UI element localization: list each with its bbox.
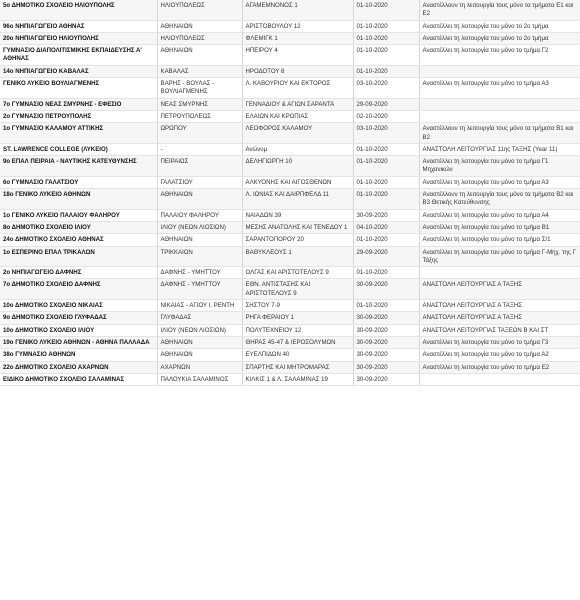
table-row [0, 246, 580, 267]
status-note-cell: ΑΝΑΣΤΟΛΗ ΛΕΙΤΟΥΡΓΙΑΣ Α ΤΑΞΗΣ [419, 312, 580, 324]
status-note-cell: Αναστέλλει τη λειτουργία του μόνο το 2ο τμήμα [419, 20, 580, 32]
status-note-cell: ΑΝΑΣΤΟΛΗ ΛΕΙΤΟΥΡΓΙΑΣ Α ΤΑΞΗΣ [419, 300, 580, 312]
table-row [0, 361, 580, 373]
address-cell: ΑΓΑΜΕΜΝΟΝΟΣ 1 [242, 0, 353, 20]
school-name-cell: 6ο ΓΥΜΝΑΣΙΟ ΓΑΛΑΤΣΙΟΥ [0, 176, 157, 188]
date-cell: 01-10-2020 [353, 234, 419, 246]
address-cell: ΔΕΛΗΓΙΩΡΓΗ 10 [242, 156, 353, 177]
status-note-cell: Αναστέλλει τη λειτουργία του μόνο το τμήμα Ε2 [419, 361, 580, 373]
status-note-cell: Αναστέλλει τη λειτουργία του μόνο το 2ο τμήμα [419, 32, 580, 44]
address-cell: ΚΙΛΚΙΣ 1 & Λ. ΣΑΛΑΜΙΝΑΣ 19 [242, 373, 353, 385]
table-row [0, 143, 580, 155]
municipality-cell: ΑΘΗΝΑΙΩΝ [157, 45, 242, 66]
school-name-cell: 18ο ΓΕΝΙΚΟ ΛΥΚΕΙΟ ΑΘΗΝΩΝ [0, 189, 157, 210]
status-note-cell [419, 110, 580, 122]
municipality-cell: ΙΛΙΟΥ (ΝΕΩΝ ΛΙΟΣΙΩΝ) [157, 221, 242, 233]
status-note-cell: Αναστέλλει τη λειτουργία του μόνο το τμήμα Α3 [419, 176, 580, 188]
date-cell: 29-09-2020 [353, 98, 419, 110]
municipality-cell: ΓΛΥΦΑΔΑΣ [157, 312, 242, 324]
status-note-cell: Αναστέλλουν τη λειτουργία τους μόνο τα τμήματα Β1 και Β2 [419, 123, 580, 144]
school-name-cell: 2ο ΝΗΠΙΑΓΩΓΕΙΟ ΔΑΦΝΗΣ [0, 267, 157, 279]
school-name-cell: 7ο ΔΗΜΟΤΙΚΟ ΣΧΟΛΕΙΟ ΔΑΦΝΗΣ [0, 279, 157, 300]
municipality-cell: ΙΛΙΟΥ (ΝΕΩΝ ΛΙΟΣΙΩΝ) [157, 324, 242, 336]
address-cell: ΣΠΑΡΤΗΣ ΚΑΙ ΜΗΤΡΟΜΑΡΑΣ [242, 361, 353, 373]
status-note-cell: ΑΝΑΣΤΟΛΗ ΛΕΙΤΟΥΡΓΙΑΣ 11ης ΤΑΞΗΣ (Year 11) [419, 143, 580, 155]
status-note-cell: Αναστέλλει τη λειτουργία του μόνο το τμήμα Γ3 [419, 336, 580, 348]
address-cell: ΓΕΝΝΑΔΙΟΥ & ΑΓΙΩΝ ΣΑΡΑΝΤΑ [242, 98, 353, 110]
municipality-cell: ΔΑΦΝΗΣ - ΥΜΗΤΤΟΥ [157, 279, 242, 300]
school-name-cell: 2ο ΓΥΜΝΑΣΙΟ ΠΕΤΡΟΥΠΟΛΗΣ [0, 110, 157, 122]
address-cell: ΡΗΓΑ ΦΕΡΑΙΟΥ 1 [242, 312, 353, 324]
municipality-cell: ΩΡΩΠΟΥ [157, 123, 242, 144]
date-cell: 01-10-2020 [353, 176, 419, 188]
date-cell: 04-10-2020 [353, 221, 419, 233]
date-cell: 01-10-2020 [353, 156, 419, 177]
date-cell: 03-10-2020 [353, 123, 419, 144]
school-name-cell: ΕΙΔΙΚΟ ΔΗΜΟΤΙΚΟ ΣΧΟΛΕΙΟ ΣΑΛΑΜΙΝΑΣ [0, 373, 157, 385]
address-cell: ΛΕΟΦΟΡΟΣ ΚΑΛΑΜΟΥ [242, 123, 353, 144]
municipality-cell: ΝΙΚΑΙΑΣ - ΑΓΙΟΥ Ι. ΡΕΝΤΗ [157, 300, 242, 312]
municipality-cell: - [157, 143, 242, 155]
status-note-cell [419, 267, 580, 279]
address-cell: ΑΡΙΣΤΟΒΟΥΛΟΥ 12 [242, 20, 353, 32]
school-name-cell: 22ο ΔΗΜΟΤΙΚΟ ΣΧΟΛΕΙΟ ΑΧΑΡΝΩΝ [0, 361, 157, 373]
address-cell: Λ. ΚΑΒΟΥΡΙΟΥ ΚΑΙ ΕΚΤΟΡΟΣ [242, 78, 353, 99]
municipality-cell: ΠΕΙΡΑΙΩΣ [157, 156, 242, 177]
address-cell: ΟΛΓΑΣ ΚΑΙ ΑΡΙΣΤΟΤΕΛΟΥΣ 9 [242, 267, 353, 279]
table-row [0, 336, 580, 348]
table-row [0, 209, 580, 221]
table-row [0, 373, 580, 385]
municipality-cell: ΑΘΗΝΑΙΩΝ [157, 234, 242, 246]
status-note-cell [419, 373, 580, 385]
municipality-cell: ΤΡΙΚΚΑΙΩΝ [157, 246, 242, 267]
municipality-cell: ΓΑΛΑΤΣΙΟΥ [157, 176, 242, 188]
status-note-cell: Αναστέλλει τη λειτουργία του μόνο το τμήμα Γ1 Μηχανικών [419, 156, 580, 177]
date-cell: 30-09-2020 [353, 349, 419, 361]
school-name-cell: 8ο ΔΗΜΟΤΙΚΟ ΣΧΟΛΕΙΟ ΙΛΙΟΥ [0, 221, 157, 233]
municipality-cell: ΠΕΤΡΟΥΠΟΛΕΩΣ [157, 110, 242, 122]
address-cell: ΒΑΘΥΚΛΕΟΥΣ 1 [242, 246, 353, 267]
municipality-cell: ΑΘΗΝΑΙΩΝ [157, 336, 242, 348]
status-note-cell: Αναστέλλει τη λειτουργία του μόνο το τμήμα Σ/1 [419, 234, 580, 246]
school-name-cell: ST. LAWRENCE COLLEGE (ΛΥΚΕΙΟ) [0, 143, 157, 155]
date-cell: 03-10-2020 [353, 78, 419, 99]
address-cell: Ανώνυμ [242, 143, 353, 155]
status-note-cell: Αναστέλλουν τη λειτουργία τους μόνο τα τμήματα Ε1 και Ε2 [419, 0, 580, 20]
status-note-cell: Αναστέλλει τη λειτουργία του μόνο το τμήμα Α3 [419, 78, 580, 99]
address-cell: ΜΕΣΗΣ ΑΝΑΤΟΛΗΣ ΚΑΙ ΤΕΝΕΔΟΥ 1 [242, 221, 353, 233]
table-row [0, 349, 580, 361]
table-row [0, 65, 580, 77]
school-name-cell: ΓΥΜΝΑΣΙΟ ΔΙΑΠΟΛΙΤΙΣΜΙΚΗΣ ΕΚΠΑΙΔΕΥΣΗΣ Α' ΑΘΗΝΑΣ [0, 45, 157, 66]
table-row [0, 234, 580, 246]
school-name-cell: 1ο ΕΣΠΕΡΙΝΟ ΕΠΑΛ ΤΡΙΚΑΛΩΝ [0, 246, 157, 267]
date-cell: 01-10-2020 [353, 32, 419, 44]
table-row [0, 98, 580, 110]
municipality-cell: ΠΑΛΟΥΚΙΑ ΣΑΛΑΜΙΝΟΣ [157, 373, 242, 385]
address-cell: ΗΡΟΔΟΤΟΥ 8 [242, 65, 353, 77]
table-row [0, 300, 580, 312]
table-row [0, 312, 580, 324]
municipality-cell: ΔΑΦΝΗΣ - ΥΜΗΤΤΟΥ [157, 267, 242, 279]
school-name-cell: 9ο ΔΗΜΟΤΙΚΟ ΣΧΟΛΕΙΟ ΓΛΥΦΑΔΑΣ [0, 312, 157, 324]
address-cell: ΣΑΡΑΝΤΟΠΟΡΟΥ 20 [242, 234, 353, 246]
school-name-cell: 19ο ΓΕΝΙΚΟ ΛΥΚΕΙΟ ΑΘΗΝΩΝ - ΑΘΗΝΑ ΠΑΛΛΑΔΑ [0, 336, 157, 348]
date-cell: 30-09-2020 [353, 279, 419, 300]
date-cell: 01-10-2020 [353, 20, 419, 32]
school-name-cell: 38ο ΓΥΜΝΑΣΙΟ ΑΘΗΝΩΝ [0, 349, 157, 361]
table-row [0, 279, 580, 300]
status-note-cell: Αναστέλλει τη λειτουργία του μόνο το τμήμα Β1 [419, 221, 580, 233]
status-note-cell: Αναστέλλουν τη λειτουργία τους μόνο τα τμήματα Β2 και Β3 Θετικής Κατεύθυνσης [419, 189, 580, 210]
school-name-cell: 10ο ΔΗΜΟΤΙΚΟ ΣΧΟΛΕΙΟ ΙΛΙΟΥ [0, 324, 157, 336]
address-cell: ΑΛΚΥΟΝΗΣ ΚΑΙ ΑΙΓΟΣΘΕΝΩΝ [242, 176, 353, 188]
status-note-cell [419, 98, 580, 110]
municipality-cell: ΑΧΑΡΝΩΝ [157, 361, 242, 373]
date-cell: 01-10-2020 [353, 45, 419, 66]
school-name-cell: 1ο ΓΥΜΝΑΣΙΟ ΚΑΛΑΜΟΥ ΑΤΤΙΚΗΣ [0, 123, 157, 144]
status-note-cell [419, 65, 580, 77]
date-cell: 30-09-2020 [353, 312, 419, 324]
address-cell: ΗΠΕΙΡΟΥ 4 [242, 45, 353, 66]
municipality-cell: ΗΛΙΟΥΠΟΛΕΩΣ [157, 0, 242, 20]
table-row [0, 176, 580, 188]
table-row [0, 123, 580, 144]
date-cell: 29-09-2020 [353, 246, 419, 267]
table-row [0, 45, 580, 66]
table-row [0, 0, 580, 20]
table-row [0, 189, 580, 210]
school-name-cell: 5ο ΔΗΜΟΤΙΚΟ ΣΧΟΛΕΙΟ ΗΛΙΟΥΠΟΛΗΣ [0, 0, 157, 20]
address-cell: ΕΘΝ. ΑΝΤΙΣΤΑΣΗΣ ΚΑΙ ΑΡΙΣΤΟΤΕΛΟΥΣ 9 [242, 279, 353, 300]
school-name-cell: ΓΕΝΙΚΟ ΛΥΚΕΙΟ ΒΟΥΛΙΑΓΜΕΝΗΣ [0, 78, 157, 99]
address-cell: Λ. ΙΩΝΙΑΣ ΚΑΙ ΔΑΙΡΠΦΕΛΔ 11 [242, 189, 353, 210]
table-row [0, 32, 580, 44]
date-cell: 02-10-2020 [353, 110, 419, 122]
school-name-cell: 14ο ΝΗΠΙΑΓΩΓΕΙΟ ΚΑΒΑΛΑΣ [0, 65, 157, 77]
municipality-cell: ΚΑΒΑΛΑΣ [157, 65, 242, 77]
table-row [0, 110, 580, 122]
status-note-cell: ΑΝΑΣΤΟΛΗ ΛΕΙΤΟΥΡΓΙΑΣ Α ΤΑΞΗΣ [419, 279, 580, 300]
date-cell: 01-10-2020 [353, 65, 419, 77]
municipality-cell: ΒΑΡΗΣ - ΒΟΥΛΑΣ - ΒΟΥΛΙΑΓΜΕΝΗΣ [157, 78, 242, 99]
date-cell: 01-10-2020 [353, 0, 419, 20]
status-note-cell: Αναστέλλει τη λειτουργία του μόνο το τμήμα Α2 [419, 349, 580, 361]
table-row [0, 156, 580, 177]
municipality-cell: ΑΘΗΝΑΙΩΝ [157, 20, 242, 32]
date-cell: 01-10-2020 [353, 143, 419, 155]
date-cell: 30-09-2020 [353, 209, 419, 221]
table-row [0, 221, 580, 233]
address-cell: ΠΟΛΥΤΕΧΝΕΙΟΥ 12 [242, 324, 353, 336]
date-cell: 30-09-2020 [353, 324, 419, 336]
school-name-cell: 10ο ΔΗΜΟΤΙΚΟ ΣΧΟΛΕΙΟ ΝΙΚΑΙΑΣ [0, 300, 157, 312]
date-cell: 01-10-2020 [353, 267, 419, 279]
municipality-cell: ΑΘΗΝΑΙΩΝ [157, 349, 242, 361]
municipality-cell: ΗΛΙΟΥΠΟΛΕΩΣ [157, 32, 242, 44]
table-row [0, 324, 580, 336]
address-cell: ΣΗΣΤΟΥ 7-9 [242, 300, 353, 312]
school-name-cell: 24ο ΔΗΜΟΤΙΚΟ ΣΧΟΛΕΙΟ ΑΘΗΝΑΣ [0, 234, 157, 246]
table-row [0, 267, 580, 279]
municipality-cell: ΑΘΗΝΑΙΩΝ [157, 189, 242, 210]
date-cell: 01-10-2020 [353, 300, 419, 312]
date-cell: 30-09-2020 [353, 336, 419, 348]
status-note-cell: Αναστέλλει τη λειτουργία του μόνο το τμήμα Γ2 [419, 45, 580, 66]
municipality-cell: ΠΑΛΑΙΟΥ ΦΑΛΗΡΟΥ [157, 209, 242, 221]
school-name-cell: 1ο ΓΕΝΙΚΟ ΛΥΚΕΙΟ ΠΑΛΑΙΟΥ ΦΑΛΗΡΟΥ [0, 209, 157, 221]
school-name-cell: 96ο ΝΗΠΙΑΓΩΓΕΙΟ ΑΘΗΝΑΣ [0, 20, 157, 32]
date-cell: 30-09-2020 [353, 361, 419, 373]
table-row [0, 78, 580, 99]
address-cell: ΝΑΙΑΔΩΝ 39 [242, 209, 353, 221]
status-note-cell: ΑΝΑΣΤΟΛΗ ΛΕΙΤΟΥΡΓΙΑΣ ΤΑΞΕΩΝ Β ΚΑΙ ΣΤ [419, 324, 580, 336]
school-name-cell: 7ο ΓΥΜΝΑΣΙΟ ΝΕΑΣ ΣΜΥΡΝΗΣ - ΕΦΕΣΙΟ [0, 98, 157, 110]
school-name-cell: 9ο ΕΠΑΛ ΠΕΙΡΑΙΑ - ΝΑΥΤΙΚΗΣ ΚΑΤΕΥΘΥΝΣΗΣ [0, 156, 157, 177]
date-cell: 30-09-2020 [353, 373, 419, 385]
address-cell: ΕΥΕΛΠΙΔΩΝ 40 [242, 349, 353, 361]
table-row [0, 20, 580, 32]
date-cell: 01-10-2020 [353, 189, 419, 210]
status-note-cell: Αναστέλλει τη λειτουργία του μόνο το τμήμα Α4 [419, 209, 580, 221]
address-cell: ΦΛΕΜΙΓΚ 1 [242, 32, 353, 44]
school-name-cell: 20ο ΝΗΠΙΑΓΩΓΕΙΟ ΗΛΙΟΥΠΟΛΗΣ [0, 32, 157, 44]
status-note-cell: Αναστέλλει τη λειτουργία του μόνο το τμήμα Γ-Μηχ. της Γ Τάξης [419, 246, 580, 267]
municipality-cell: ΝΕΑΣ ΣΜΥΡΝΗΣ [157, 98, 242, 110]
address-cell: ΘΗΡΑΣ 45-47 & ΙΕΡΟΣΟΛΥΜΩΝ [242, 336, 353, 348]
address-cell: ΕΛΑΙΩΝ ΚΑΙ ΚΡΩΠΙΑΣ [242, 110, 353, 122]
